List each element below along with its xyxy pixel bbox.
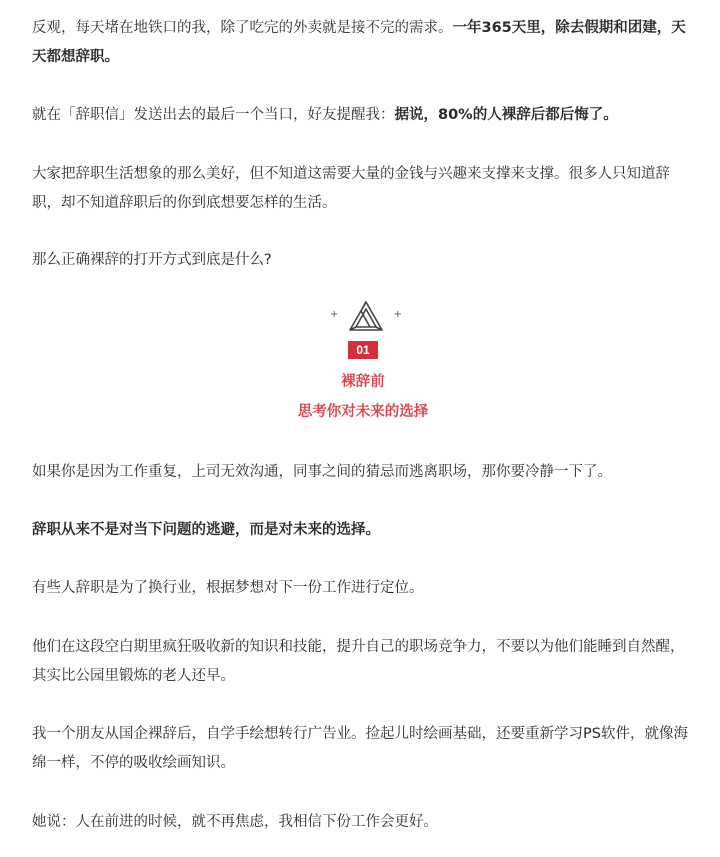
section-subtitle: 思考你对未来的选择 [297, 404, 429, 420]
section-title: 裸辞前 [341, 374, 385, 390]
paragraph-9: 我一个朋友从国企裸辞后，自学手绘想转行广告业。捡起儿时绘画基础，还要重新学习PS软件，就像海绵一样，不停的吸收绘画知识。 [32, 726, 688, 771]
section-ornament [330, 298, 402, 336]
section-divider [32, 296, 694, 422]
paragraph-5: 如果你是因为工作重复，上司无效沟通，同事之间的猜忌而逃离职场，那你要冷静一下了。 [32, 464, 612, 480]
section-number-badge: 01 [348, 341, 378, 359]
paragraph-2-text: 就在「辞职信」发送出去的最后一个当口，好友提醒我： [32, 107, 395, 123]
impossible-triangle-icon [348, 300, 384, 332]
paragraph-1-emphasis: 一年365天里，除去假期和团建，天天都想辞职。 [32, 20, 686, 65]
paragraph-7: 有些人辞职是为了换行业，根据梦想对下一份工作进行定位。 [32, 580, 424, 596]
paragraph-10: 她说：人在前进的时候，就不再焦虑，我相信下份工作会更好。 [32, 814, 438, 830]
paragraph-8: 他们在这段空白期里疯狂吸收新的知识和技能，提升自己的职场竞争力，不要以为他们能睡到自然醒，其实比公园里锻炼的老人还早。 [32, 639, 685, 684]
paragraph-2 [32, 101, 694, 130]
plus-right-icon: + [393, 309, 402, 320]
paragraph-4: 那么正确裸辞的打开方式到底是什么? [32, 252, 272, 268]
paragraph-1-text: 反观，每天堵在地铁口的我，除了吃完的外卖就是接不完的需求。 [32, 20, 453, 36]
paragraph-6: 辞职从来不是对当下问题的逃避，而是对未来的选择。 [32, 522, 380, 538]
paragraph-3: 大家把辞职生活想象的那么美好，但不知道这需要大量的金钱与兴趣来支撑来支撑。很多人只知道辞职，却不知道辞职后的你到底想要怎样的生活。 [32, 166, 670, 211]
plus-left-icon: + [330, 309, 339, 320]
paragraph-1 [32, 14, 694, 72]
paragraph-2-emphasis: 据说，80%的人裸辞后都后悔了。 [394, 107, 618, 123]
